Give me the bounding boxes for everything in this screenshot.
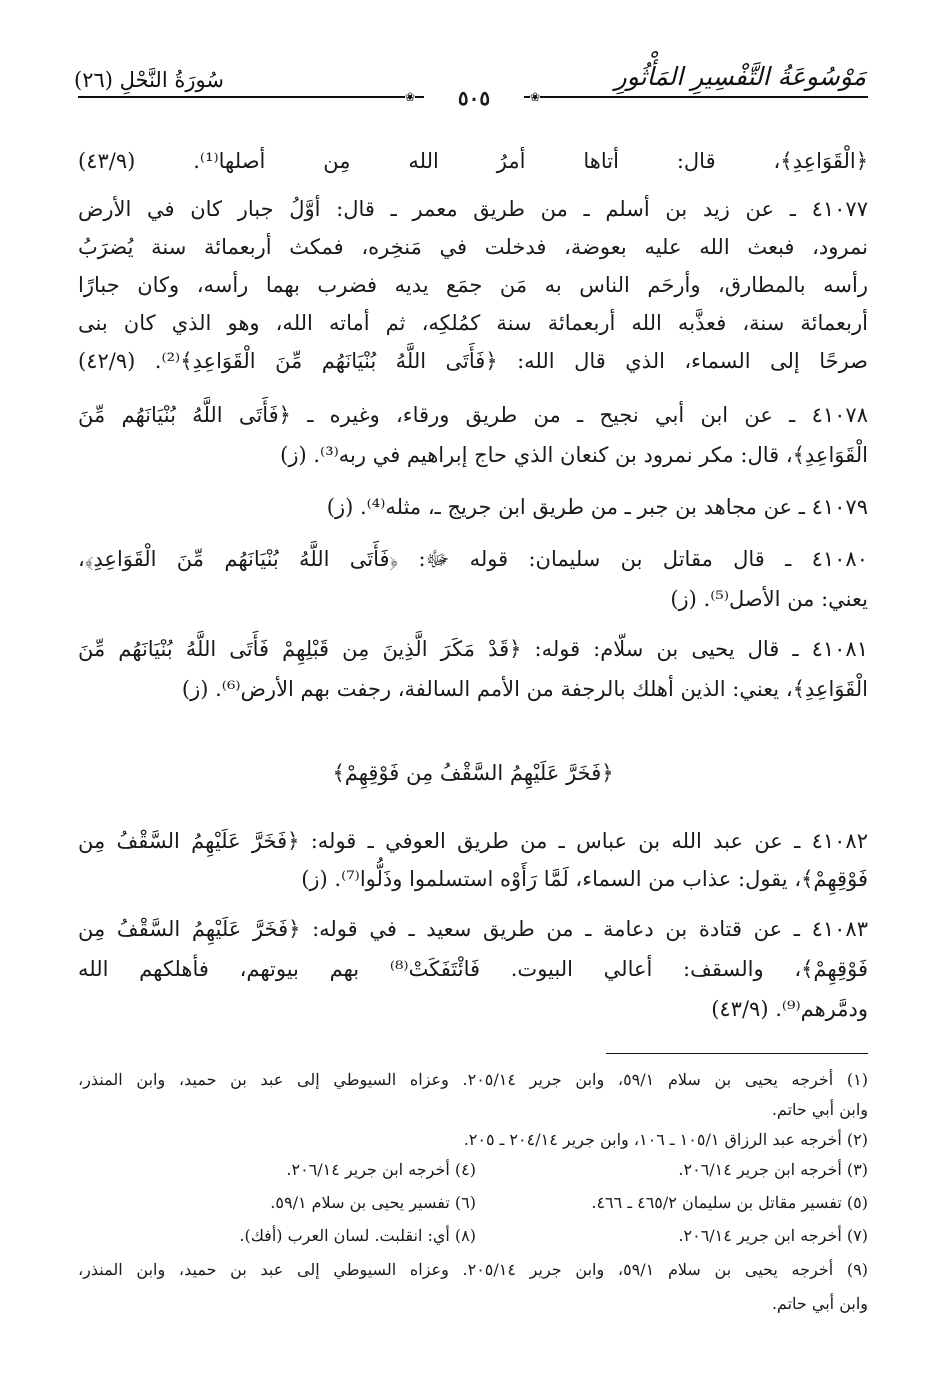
text-line: صرحًا إلى السماء، الذي قال الله: ﴿فَأَتَى اللَّهُ بُنْيَانَهُم مِّنَ الْقَوَاعِدِ﴾⁽²⁾. (٤٢/٩) [78, 349, 869, 373]
footnote-1: (١) أخرجه يحيى بن سلام ٥٩/١، وابن جرير ٢٠٥/١٤. وعزاه السيوطي إلى عبد بن حميد، وابن المنذر، [78, 1070, 868, 1089]
footnote-8: (٨) أي: انقلبت. لسان العرب (أفك). [239, 1226, 476, 1245]
footnote-4: (٤) أخرجه ابن جرير ٢٠٦/١٤. [286, 1160, 476, 1179]
footnote-3: (٣) أخرجه ابن جرير ٢٠٦/١٤. [678, 1160, 868, 1179]
footnote-rule [606, 1053, 868, 1054]
footnote-2: (٢) أخرجه عبد الرزاق ١٠٥/١ ـ ١٠٦، وابن جرير ٢٠٤/١٤ ـ ٢٠٥. [463, 1130, 868, 1149]
text-line: يعني: من الأصل⁽⁵⁾. (ز) [670, 587, 868, 611]
text-line: فَوْقِهِمْ﴾، يقول: عذاب من السماء، لَمَّا رَأَوْه استسلموا وذَلُّوا⁽⁷⁾. (ز) [301, 867, 868, 891]
ornament-left-icon: ❀ [405, 90, 416, 104]
entry-41077-line: ٤١٠٧٧ ـ عن زيد بن أسلم ـ من طريق معمر ـ قال: أوَّلُ جبار كان في الأرض [78, 197, 868, 221]
text-line: نمرود، فبعث الله عليه بعوضة، فدخلت في مَنخِره، فمكث أربعمائة سنة يُضرَبُ [78, 235, 868, 259]
entry-41082-line: ٤١٠٨٢ ـ عن عبد الله بن عباس ـ من طريق العوفي ـ قوله: ﴿فَخَرَّ عَلَيْهِمُ السَّقْفُ مِن [78, 829, 868, 853]
text-line: الْقَوَاعِدِ﴾، قال: مكر نمرود بن كنعان الذي حاج إبراهيم في ربه⁽³⁾. (ز) [280, 443, 868, 467]
entry-41080-line: ٤١٠٨٠ ـ قال مقاتل بن سليمان: قوله ﷻ: ﴿فَأَتَى اللَّهُ بُنْيَانَهُم مِّنَ الْقَوَاعِدِ﴾، [78, 547, 868, 571]
ornament-right-icon: ❀ [530, 90, 541, 104]
text-line: أربعمائة سنة، فعذَّبه الله أربعمائة سنة كمُلكِه، ثم أماته الله، وهو الذي كان بنى [78, 311, 868, 335]
text-line: ودمَّرهم⁽⁹⁾. (٤٣/٩) [711, 997, 868, 1021]
entry-41079-line: ٤١٠٧٩ ـ عن مجاهد بن جبر ـ من طريق ابن جريج ـ، مثله⁽⁴⁾. (ز) [326, 495, 868, 519]
entry-41081-line: ٤١٠٨١ ـ قال يحيى بن سلّام: قوله: ﴿قَدْ مَكَرَ الَّذِينَ مِن قَبْلِهِمْ فَأَتَى اللَّهُ بُنْيَانَهُم مِّنَ [78, 637, 868, 661]
text-line: فَوْقِهِمْ﴾، والسقف: أعالي البيوت. فَائْتَفَكَتْ⁽⁸⁾ بهم بيوتهم، فأهلكهم الله [78, 957, 868, 981]
footnote-5: (٥) تفسير مقاتل بن سليمان ٤٦٥/٢ ـ ٤٦٦. [591, 1193, 868, 1212]
entry-41078-line: ٤١٠٧٨ ـ عن ابن أبي نجيح ـ من طريق ورقاء، وغيره ـ ﴿فَأَتَى اللَّهُ بُنْيَانَهُم مِّنَ [78, 403, 868, 427]
text-line: ﴿الْقَوَاعِدِ﴾، قال: أتاها أمرُ الله مِن أصلها⁽¹⁾. (٤٣/٩) [78, 149, 869, 173]
footnote-9: (٩) أخرجه يحيى بن سلام ٥٩/١، وابن جرير ٢٠٥/١٤. وعزاه السيوطي إلى عبد بن حميد، وابن المنذر، [78, 1260, 868, 1279]
footnote-1-cont: وابن أبي حاتم. [771, 1100, 868, 1119]
text-line: رأسه بالمطارق، وأرحَم الناس به مَن جمَع يديه فضرب بهما رأسه، وكان جبارًا [78, 273, 868, 297]
text-line: الْقَوَاعِدِ﴾، يعني: الذين أهلك بالرجفة من الأمم السالفة، رجفت بهم الأرض⁽⁶⁾. (ز) [181, 677, 868, 701]
entry-41083-line: ٤١٠٨٣ ـ عن قتادة بن دعامة ـ من طريق سعيد ـ في قوله: ﴿فَخَرَّ عَلَيْهِمُ السَّقْفُ مِن [78, 917, 868, 941]
footnote-7: (٧) أخرجه ابن جرير ٢٠٦/١٤. [678, 1226, 868, 1245]
page-number: ٥٠٥ [424, 86, 524, 110]
footnote-6: (٦) تفسير يحيى بن سلام ٥٩/١. [270, 1193, 476, 1212]
surah-title: سُورَةُ النَّحْلِ (٢٦) [74, 68, 224, 92]
section-verse-heading: ﴿فَخَرَّ عَلَيْهِمُ السَّقْفُ مِن فَوْقِهِمْ﴾ [332, 761, 614, 785]
footnote-9-cont: وابن أبي حاتم. [771, 1294, 868, 1313]
book-title: مَوْسُوعَةُ التَّفْسِيرِ المَأْثُورِ [614, 62, 866, 91]
